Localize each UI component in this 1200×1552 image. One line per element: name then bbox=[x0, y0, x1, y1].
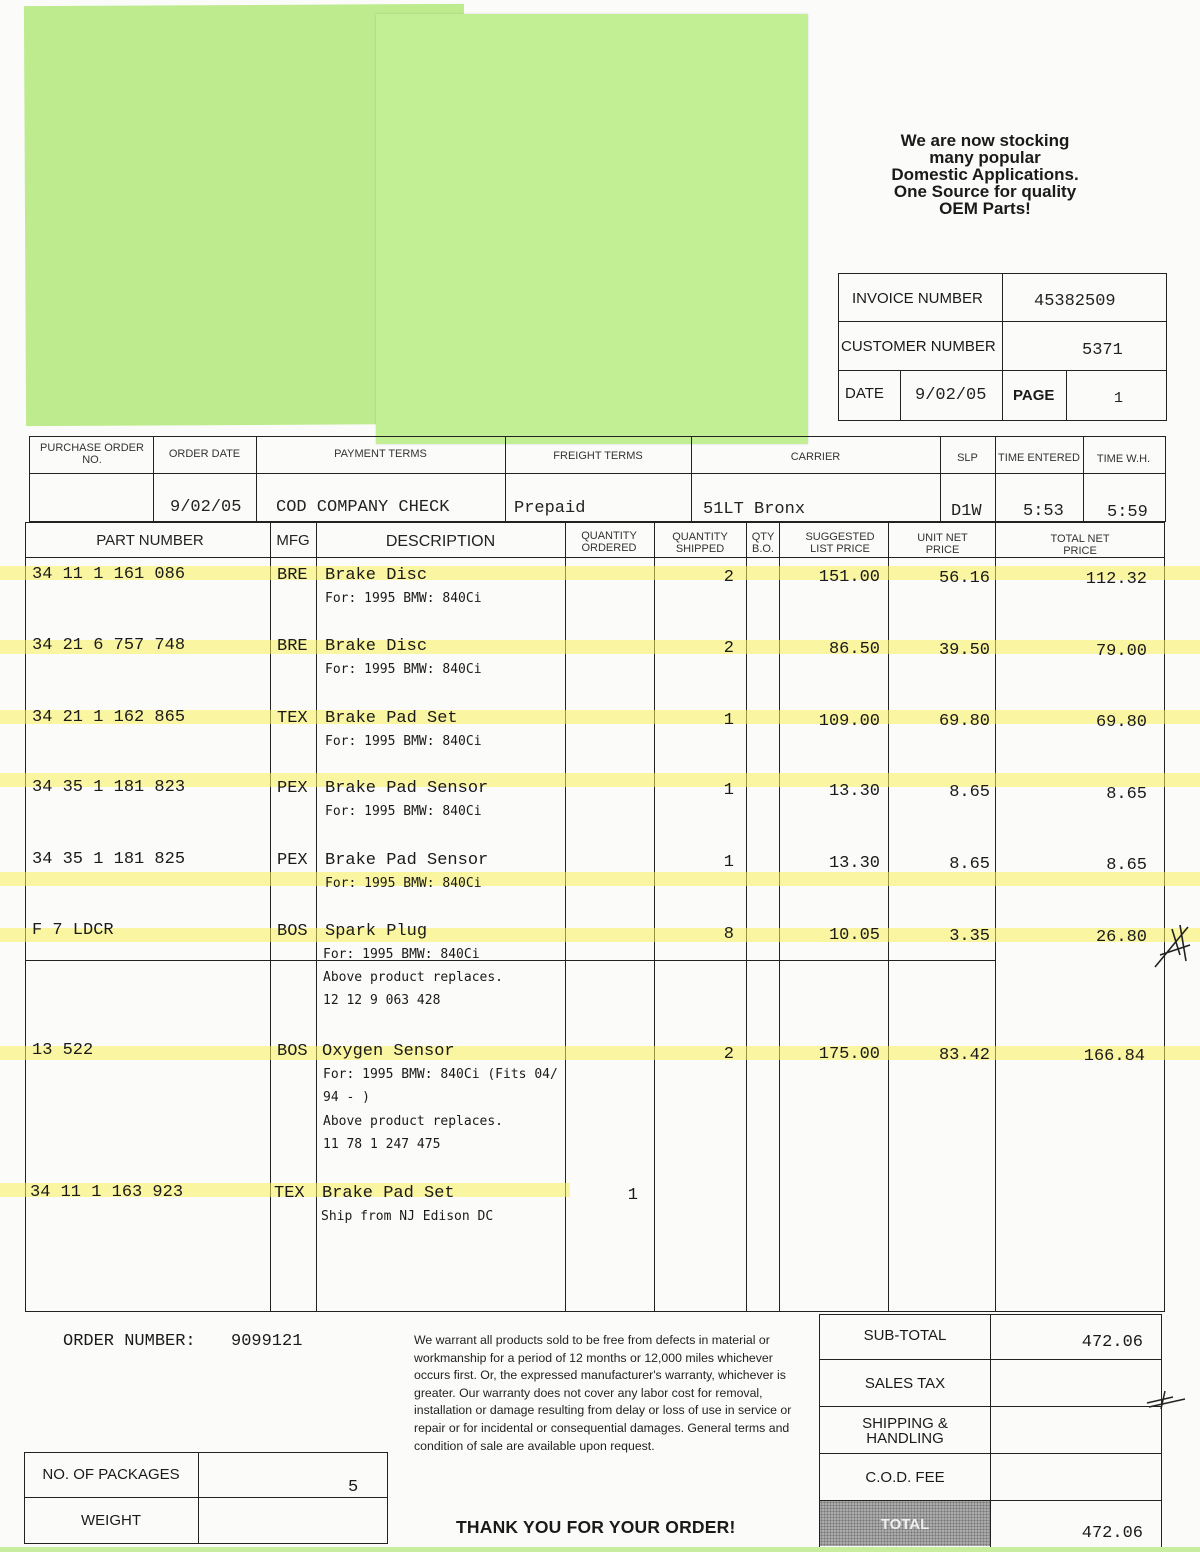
time-wh-label: TIME W.H. bbox=[1096, 453, 1151, 465]
po-label: PURCHASE ORDER NO. bbox=[40, 442, 144, 466]
item-mfg: BRE bbox=[277, 566, 308, 585]
item-note: 12 12 9 063 428 bbox=[323, 993, 441, 1008]
customer-number: 5371 bbox=[1082, 341, 1123, 360]
freight-terms: Prepaid bbox=[514, 499, 586, 518]
sticky-note-right bbox=[376, 14, 808, 444]
item-part-number: F 7 LDCR bbox=[32, 921, 114, 940]
packages-count: 5 bbox=[348, 1478, 359, 1497]
item-unit-price: 83.42 bbox=[938, 1046, 990, 1065]
order-number: 9099121 bbox=[231, 1332, 303, 1351]
col-unit-net: UNIT NET PRICE bbox=[917, 532, 968, 556]
item-description: Brake Disc bbox=[325, 637, 428, 656]
total-label: TOTAL bbox=[880, 1516, 930, 1533]
item-description: Brake Pad Set bbox=[322, 1184, 455, 1203]
col-total-net: TOTAL NET PRICE bbox=[1050, 533, 1110, 557]
carrier-label: CARRIER bbox=[790, 451, 841, 463]
item-fitment: For: 1995 BMW: 840Ci bbox=[325, 591, 482, 606]
page-number: 1 bbox=[1114, 390, 1124, 407]
shipping-label-line2: HANDLING bbox=[866, 1430, 944, 1447]
invoice-number-label: INVOICE NUMBER bbox=[852, 290, 983, 307]
col-qty-ordered: QUANTITY ORDERED bbox=[581, 530, 637, 554]
thank-you-message: THANK YOU FOR YOUR ORDER! bbox=[456, 1517, 736, 1537]
item-unit-price: 56.16 bbox=[938, 569, 990, 588]
item-part-number: 34 11 1 161 086 bbox=[32, 565, 186, 584]
col-description: DESCRIPTION bbox=[385, 533, 496, 550]
col-qty-bo: QTY B.O. bbox=[751, 531, 775, 555]
item-part-number: 13 522 bbox=[32, 1041, 94, 1060]
item-fitment: For: 1995 BMW: 840Ci bbox=[323, 947, 480, 962]
item-list-price: 86.50 bbox=[828, 640, 880, 659]
bottom-edge bbox=[0, 1547, 1200, 1552]
item-total-price: 112.32 bbox=[1085, 570, 1147, 589]
item-part-number: 34 21 1 162 865 bbox=[32, 708, 186, 727]
item-qty-shipped: 2 bbox=[723, 568, 734, 587]
freight-terms-label: FREIGHT TERMS bbox=[553, 450, 643, 462]
item-fitment: For: 1995 BMW: 840Ci bbox=[325, 804, 482, 819]
item-mfg: PEX bbox=[277, 851, 308, 870]
highlight-row-6 bbox=[0, 928, 1200, 942]
item-total-price: 79.00 bbox=[1095, 642, 1147, 661]
item-fitment: For: 1995 BMW: 840Ci bbox=[325, 876, 482, 891]
slp: D1W bbox=[951, 502, 982, 521]
item-mfg: BOS bbox=[277, 922, 308, 941]
subtotal-value: 472.06 bbox=[1081, 1333, 1143, 1352]
item-qty-ordered: 1 bbox=[627, 1186, 638, 1205]
item-qty-shipped: 1 bbox=[723, 781, 734, 800]
item-qty-shipped: 2 bbox=[723, 1045, 734, 1064]
item-total-price: 166.84 bbox=[1083, 1047, 1145, 1066]
item-description: Brake Pad Sensor bbox=[325, 851, 489, 870]
item-fitment: 94 - ) bbox=[323, 1090, 370, 1105]
invoice-date: 9/02/05 bbox=[915, 386, 987, 405]
item-qty-shipped: 2 bbox=[723, 639, 734, 658]
item-list-price: 109.00 bbox=[818, 712, 880, 731]
customer-number-label: CUSTOMER NUMBER bbox=[841, 338, 996, 355]
item-part-number: 34 11 1 163 923 bbox=[30, 1183, 184, 1202]
item-fitment: For: 1995 BMW: 840Ci bbox=[325, 734, 482, 749]
item-list-price: 10.05 bbox=[828, 926, 880, 945]
item-part-number: 34 21 6 757 748 bbox=[32, 636, 186, 655]
time-wh: 5:59 bbox=[1107, 503, 1148, 522]
invoice-number: 45382509 bbox=[1034, 292, 1116, 311]
item-unit-price: 3.35 bbox=[949, 927, 990, 946]
item-note: Above product replaces. bbox=[323, 1114, 504, 1129]
subtotal-label: SUB-TOTAL bbox=[863, 1327, 947, 1344]
item-unit-price: 69.80 bbox=[938, 712, 990, 731]
packages-label: NO. OF PACKAGES bbox=[42, 1466, 180, 1483]
warranty-text: We warrant all products sold to be free from defects in material or workmanship for a period of 12 months or 12,000 miles whichever occurs first. Or, the expressed manufacturer's warranty, whichever is greater. Our warranty does not cover any labor cost for removal, installation or damage resulting from delay or loss of use in service or repair or for incidental or consequential damages. General terms and condition of sale are available upon request. bbox=[414, 1333, 792, 1453]
item-mfg: BRE bbox=[277, 637, 308, 656]
pen-mark-icon bbox=[1150, 915, 1200, 975]
item-list-price: 13.30 bbox=[828, 782, 880, 801]
item-description: Brake Disc bbox=[325, 566, 428, 585]
item-description: Brake Pad Set bbox=[325, 709, 458, 728]
item-total-price: 8.65 bbox=[1106, 856, 1147, 875]
col-mfg: MFG bbox=[276, 532, 310, 549]
col-part-number: PART NUMBER bbox=[96, 532, 204, 549]
item-description: Brake Pad Sensor bbox=[325, 779, 489, 798]
item-mfg: PEX bbox=[277, 779, 308, 798]
payment-terms: COD COMPANY CHECK bbox=[276, 498, 450, 517]
shipping-label-line1: SHIPPING & bbox=[862, 1415, 948, 1432]
item-fitment: For: 1995 BMW: 840Ci bbox=[325, 662, 482, 677]
item-fitment: For: 1995 BMW: 840Ci (Fits 04/ bbox=[323, 1067, 558, 1082]
item-note: 11 78 1 247 475 bbox=[323, 1137, 441, 1152]
item-description: Oxygen Sensor bbox=[322, 1042, 455, 1061]
item-mfg: BOS bbox=[277, 1042, 308, 1061]
item-part-number: 34 35 1 181 825 bbox=[32, 850, 186, 869]
pen-tick-icon bbox=[1145, 1385, 1200, 1415]
item-unit-price: 39.50 bbox=[938, 641, 990, 660]
item-total-price: 8.65 bbox=[1106, 785, 1147, 804]
payment-terms-label: PAYMENT TERMS bbox=[334, 448, 427, 460]
item-unit-price: 8.65 bbox=[949, 783, 990, 802]
total-value: 472.06 bbox=[1081, 1524, 1143, 1543]
item-part-number: 34 35 1 181 823 bbox=[32, 778, 186, 797]
item-description: Spark Plug bbox=[325, 922, 428, 941]
item-mfg: TEX bbox=[277, 709, 308, 728]
order-date: 9/02/05 bbox=[170, 498, 242, 517]
time-entered: 5:53 bbox=[1023, 502, 1064, 521]
item-qty-shipped: 8 bbox=[723, 925, 734, 944]
page-label: PAGE bbox=[1013, 387, 1055, 404]
carrier: 51LT Bronx bbox=[703, 500, 806, 519]
item-note: Ship from NJ Edison DC bbox=[321, 1209, 494, 1224]
item-qty-shipped: 1 bbox=[723, 853, 734, 872]
time-entered-label: TIME ENTERED bbox=[998, 452, 1080, 464]
order-date-label: ORDER DATE bbox=[168, 448, 241, 460]
item-list-price: 175.00 bbox=[818, 1045, 880, 1064]
item-total-price: 69.80 bbox=[1095, 713, 1147, 732]
cod-fee-label: C.O.D. FEE bbox=[865, 1469, 945, 1486]
item-list-price: 13.30 bbox=[828, 854, 880, 873]
item-total-price: 26.80 bbox=[1095, 928, 1147, 947]
col-list-price: SUGGESTED LIST PRICE bbox=[805, 531, 875, 555]
col-qty-shipped: QUANTITY SHIPPED bbox=[672, 531, 728, 555]
weight-label: WEIGHT bbox=[81, 1512, 141, 1529]
item-qty-shipped: 1 bbox=[723, 711, 734, 730]
promo-text: We are now stocking many popular Domestic Applications. One Source for quality OEM Parts! bbox=[891, 131, 1079, 218]
sales-tax-label: SALES TAX bbox=[864, 1375, 946, 1392]
highlight-row-5 bbox=[0, 872, 1200, 886]
shipping-label bbox=[820, 1416, 990, 1446]
date-label: DATE bbox=[845, 385, 884, 402]
item-list-price: 151.00 bbox=[818, 568, 880, 587]
highlight-row-7 bbox=[0, 1046, 1200, 1060]
item-mfg: TEX bbox=[274, 1184, 305, 1203]
slp-label: SLP bbox=[957, 452, 978, 464]
item-note: Above product replaces. bbox=[323, 970, 504, 985]
item-unit-price: 8.65 bbox=[949, 855, 990, 874]
order-number-label: ORDER NUMBER: bbox=[63, 1332, 196, 1351]
